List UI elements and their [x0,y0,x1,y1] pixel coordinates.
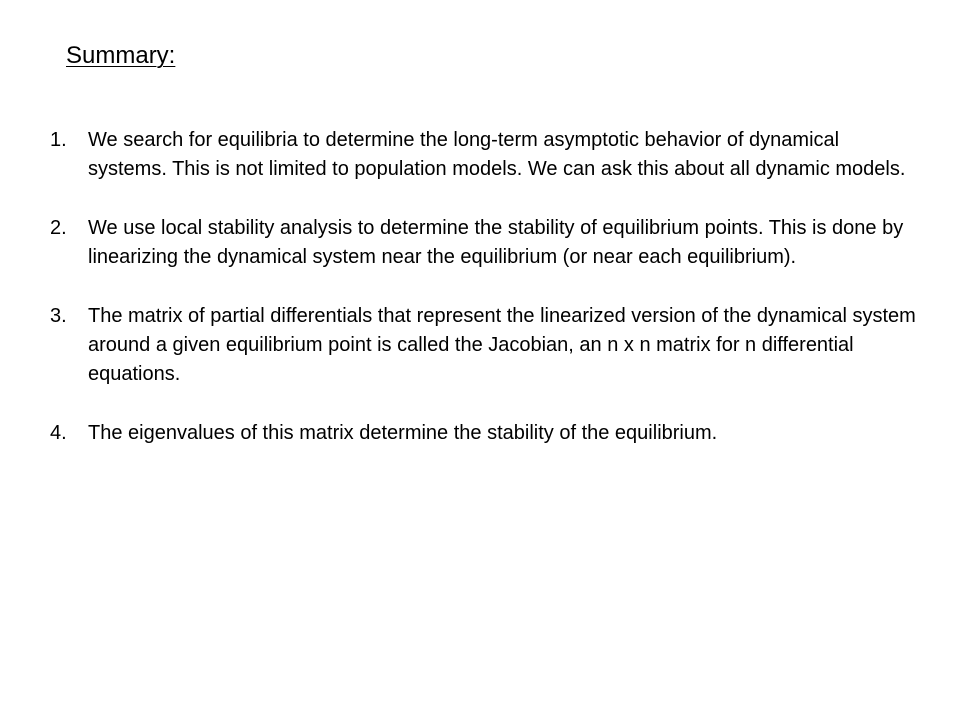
item-text: We use local stability analysis to determine the stability of equilibrium points. This is done by linearizing the dynamical system near the equilibrium (or near each equilibrium). [88,217,904,268]
summary-list [50,125,920,448]
item-text: The eigenvalues of this matrix determine the stability of the equilibrium. [88,422,718,444]
item-number: 4. [50,422,67,444]
slide-title: Summary: [66,42,176,69]
item-text: We search for equilibria to determine the long-term asymptotic behavior of dynamical systems. This is not limited to population models. We can ask this about all dynamic models. [88,129,906,180]
item-text: The matrix of partial differentials that represent the linearized version of the dynamical system around a given equilibrium point is called the Jacobian, an n x n matrix for n differential equations. [88,305,916,385]
item-number: 2. [50,217,67,239]
item-number: 1. [50,129,67,151]
summary-item-2 [50,213,920,272]
summary-item-3 [50,301,920,389]
summary-item-1 [50,125,920,184]
summary-item-4 [50,418,920,448]
item-number: 3. [50,305,67,327]
